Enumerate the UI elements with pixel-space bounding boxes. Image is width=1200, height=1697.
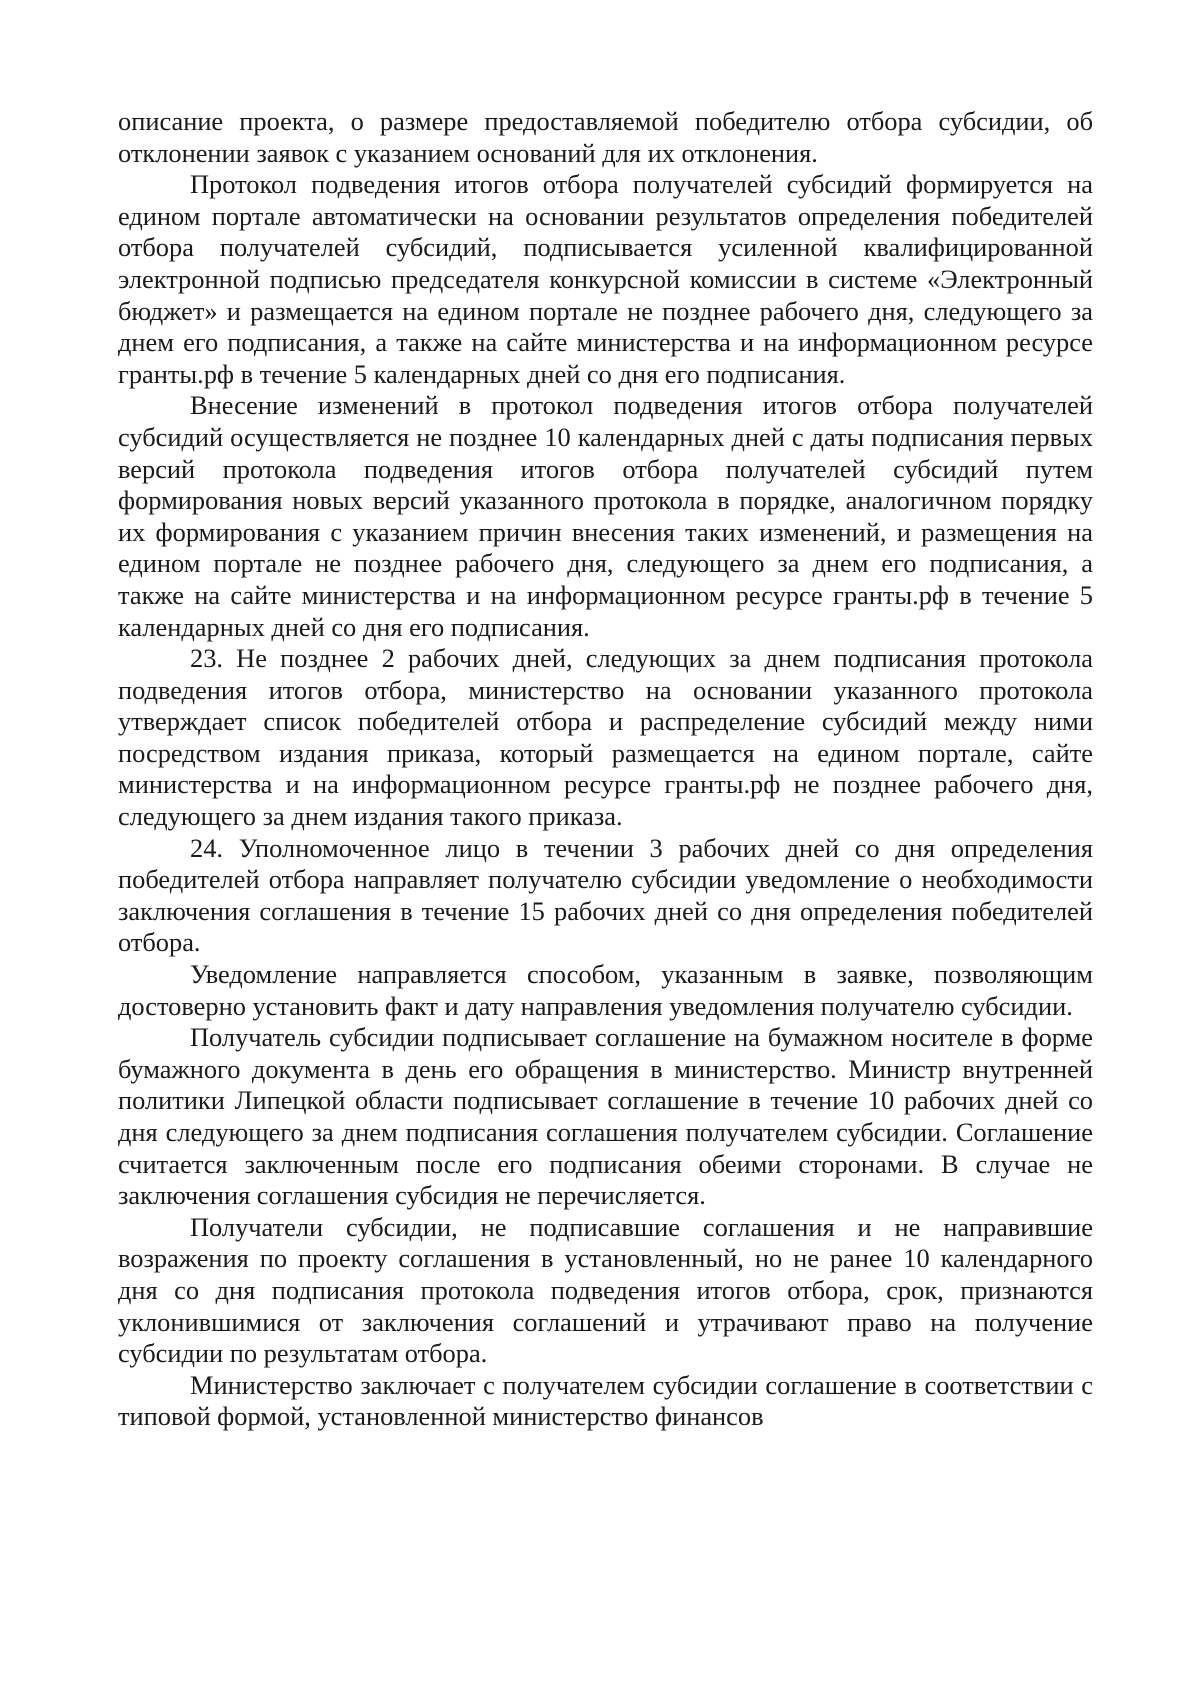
paragraph-protocol-formation: Протокол подведения итогов отбора получателей субсидий формируется на едином портале автоматически на основании результатов определения победителей отбора получателей субсидий, подписывается усиленной квалифицированной электронной подписью председателя конкурсной комиссии в системе «Электронный бюджет» и размещается на едином портале не позднее рабочего дня, следующего за днем его подписания, а также на сайте министерства и на информационном ресурсе гранты.рф в течение 5 календарных дней со дня его подписания. <box>118 169 1093 389</box>
paragraph-evasion: Получатели субсидии, не подписавшие соглашения и не направившие возражения по проекту соглашения в установленный, но не ранее 10 календарного дня со дня подписания протокола подведения итогов отбора, срок, признаются уклонившимися от заключения соглашений и утрачивают право на получение субсидии по результатам отбора. <box>118 1211 1093 1369</box>
paragraph-protocol-changes: Внесение изменений в протокол подведения итогов отбора получателей субсидий осуществляется не позднее 10 календарных дней с даты подписания первых версий протокола подведения итогов отбора получателей субсидий путем формирования новых версий указанного протокола в порядке, аналогичном порядку их формирования с указанием причин внесения таких изменений, и размещения на едином портале не позднее рабочего дня, следующего за днем его подписания, а также на сайте министерства и на информационном ресурсе гранты.рф в течение 5 календарных дней со дня его подписания. <box>118 390 1093 642</box>
paragraph-typical-form: Министерство заключает с получателем субсидии соглашение в соответствии с типовой формой, установленной министерство финансов <box>118 1369 1093 1432</box>
document-body <box>118 106 1093 1433</box>
paragraph-continuation: описание проекта, о размере предоставляемой победителю отбора субсидии, об отклонении заявок с указанием оснований для их отклонения. <box>118 106 1093 168</box>
paragraph-item-23: 23. Не позднее 2 рабочих дней, следующих за днем подписания протокола подведения итогов отбора, министерство на основании указанного протокола утверждает список победителей отбора и распределение субсидий между ними посредством издания приказа, который размещается на едином портале, сайте министерства и на информационном ресурсе гранты.рф не позднее рабочего дня, следующего за днем издания такого приказа. <box>118 643 1093 832</box>
paragraph-agreement-signing: Получатель субсидии подписывает соглашение на бумажном носителе в форме бумажного документа в день его обращения в министерство. Министр внутренней политики Липецкой области подписывает соглашение в течение 10 рабочих дней со дня следующего за днем подписания соглашения получателем субсидии. Соглашение считается заключенным после его подписания обеими сторонами. В случае не заключения соглашения субсидия не перечисляется. <box>118 1022 1093 1211</box>
paragraph-item-24: 24. Уполномоченное лицо в течении 3 рабочих дней со дня определения победителей отбора направляет получателю субсидии уведомление о необходимости заключения соглашения в течение 15 рабочих дней со дня определения победителей отбора. <box>118 832 1093 958</box>
paragraph-notification: Уведомление направляется способом, указанным в заявке, позволяющим достоверно установить факт и дату направления уведомления получателю субсидии. <box>118 959 1093 1021</box>
